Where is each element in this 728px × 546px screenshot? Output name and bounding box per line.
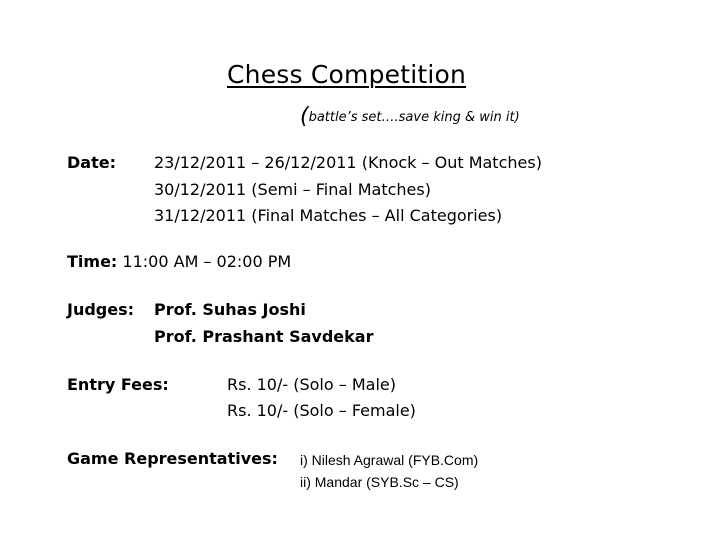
entry-fees-label: Entry Fees: [67, 375, 169, 394]
time-label: Time: [67, 252, 118, 271]
judge-name: Prof. Prashant Savdekar [154, 327, 374, 346]
page-title: Chess Competition [227, 60, 467, 89]
time-row [67, 252, 291, 271]
date-entry: 23/12/2011 – 26/12/2011 (Knock – Out Matches) [154, 153, 542, 172]
judge-name: Prof. Suhas Joshi [154, 300, 306, 319]
subtitle-text: battle’s set….save king & win it) [308, 110, 520, 125]
representative-name: i) Nilesh Agrawal (FYB.Com) [300, 452, 479, 468]
entry-fee: Rs. 10/- (Solo – Male) [227, 375, 396, 394]
time-value: 11:00 AM – 02:00 PM [122, 252, 292, 271]
judges-label: Judges: [67, 300, 135, 319]
subtitle [300, 104, 520, 129]
date-entry: 31/12/2011 (Final Matches – All Categories) [154, 206, 503, 225]
subtitle-paren: ( [300, 104, 309, 129]
representatives-label: Game Representatives: [67, 449, 278, 468]
representative-name: ii) Mandar (SYB.Sc – CS) [300, 474, 459, 490]
date-entry: 30/12/2011 (Semi – Final Matches) [154, 180, 431, 199]
entry-fee: Rs. 10/- (Solo – Female) [227, 401, 416, 420]
date-label: Date: [67, 153, 116, 172]
